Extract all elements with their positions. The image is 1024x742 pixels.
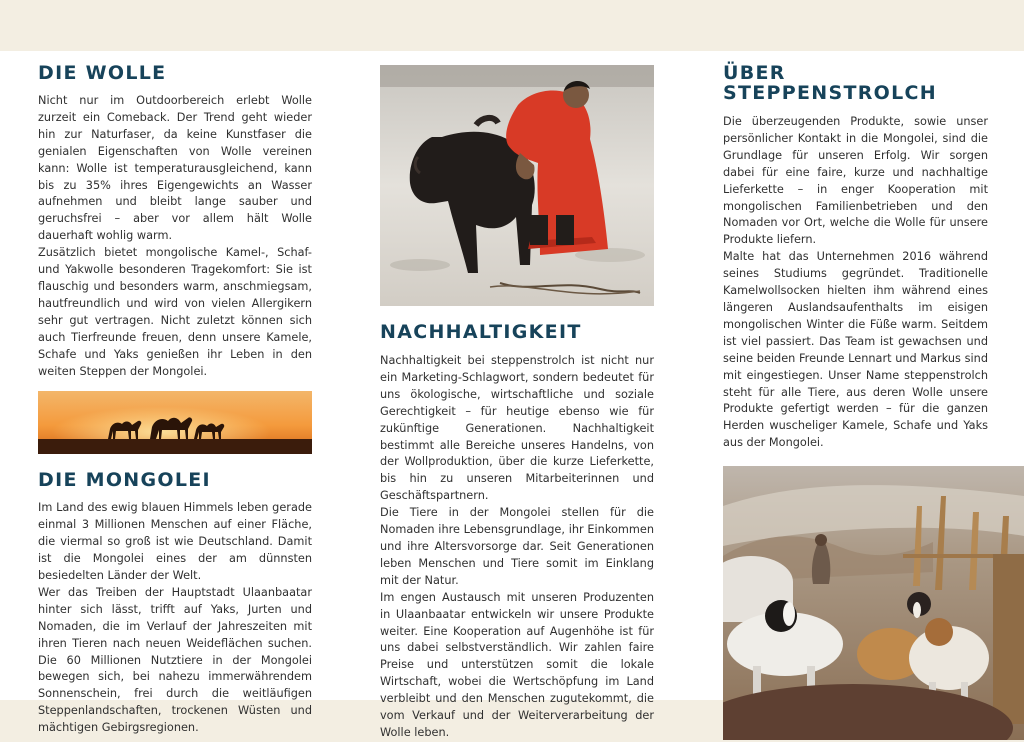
column-right [723, 63, 988, 740]
paragraph-mongolei-2: Wer das Treiben der Hauptstadt Ulaanbaatar hinter sich lässt, trifft auf Yaks, Jurten und Nomaden, die im Verlauf der Jahreszeiten mit ihren Tieren nach neuen Weideflächen suchen. Die 60 Millionen Nutztiere in der Mongolei bewegen sich, bei nahezu immerwährendem Sonnenschein, frei durch die weitläufigen Steppenlandschaften, trockenen Wüsten und mächtigen Gebirgsregionen. [38, 585, 312, 735]
paragraph-ueber-2: Malte hat das Unternehmen 2016 während seines Studiums gegründet. Traditionelle Kamelwollsocken hielten ihm während eines längeren Auslandsaufenthalts im eisigen mongolischen Winter die Füße warm. Seitdem ist viel passiert. Das Team ist gewachsen und seine beiden Freunde Lennart und Markus sind mit eingestiegen. Unser Name steppenstrolch steht für alle Tiere, aus deren Wolle unsere Produkte gefertigt werden – für die ganzen Herden wuscheliger Kamele, Schafe und Yaks aus der Mongolei. [723, 250, 988, 450]
photo-herder-with-yak [380, 65, 654, 306]
paragraph-nachhaltigkeit-3: Im engen Austausch mit unseren Produzenten in Ulaanbaatar entwickeln wir unsere Produkte weiter. Eine Kooperation auf Augenhöhe ist für uns dabei selbstverständlich. Wir zahlen faire Preise und unterstützen somit die lokale Wirtschaft, wobei die Wertschöpfung im Land verbleibt und den Menschen zugutekommt, die vom Verkauf und der Weiterverarbeitung der Wolle leben. [380, 590, 654, 739]
photo-sheep-herd [723, 466, 1024, 740]
heading-ueber-steppenstrolch: ÜBER STEPPENSTROLCH [723, 62, 937, 104]
photo-camels-sunset [38, 391, 312, 454]
paragraph-wolle-2: Zusätzlich bietet mongolische Kamel-, Schaf- und Yakwolle besonderen Tragekomfort: Sie ist flauschig und besonders warm, anschmiegsam, hautfreundlich und wird von vielen Allergikern sehr gut vertragen. Nicht zuletzt können sich auch Tierfreunde freuen, denn unsere Kamele, Schafe und Yaks genießen ihr Leben in den weiten Steppen der Mongolei. [38, 246, 312, 378]
brochure-page [0, 51, 1024, 739]
paragraph-wolle-1: Nicht nur im Outdoorbereich erlebt Wolle zurzeit ein Comeback. Der Trend geht wieder hin zur Naturfaser, da keine Kunstfaser die genialen Eigenschaften von Wolle vereinen kann: Wolle ist temperaturausgleichend, kann bis zu 35% ihres Eigengewichts an Wasser aufnehmen und bleibt lange sauber und geruchsfrei – aber vor allem hält Wolle dauerhaft wohlig warm. [38, 94, 312, 243]
paragraph-mongolei-1: Im Land des ewig blauen Himmels leben gerade einmal 3 Millionen Menschen auf einer Fläche, die viermal so groß ist wie Deutschland. Damit ist die Mongolei eines der am dünnsten besiedelten Länder der Welt. [38, 501, 312, 583]
heading-nachhaltigkeit: NACHHALTIGKEIT [380, 321, 582, 343]
paragraph-nachhaltigkeit-2: Die Tiere in der Mongolei stellen für die Nomaden ihre Lebensgrundlage, ihr Einkommen und ihre Altersvorsorge dar. Seit Generationen leben Menschen und Tiere somit im Einklang mit der Natur. [380, 506, 654, 587]
column-left [38, 63, 312, 737]
heading-die-mongolei: DIE MONGOLEI [38, 469, 211, 492]
paragraph-ueber-1: Die überzeugenden Produkte, sowie unser persönlicher Kontakt in die Mongolei, sind die Grundlage für unseren Erfolg. Wir sorgen dabei für eine faire, kurze und nachhaltige Lieferkette – in enger Kooperation mit mongolischen Familienbetrieben und den Nomaden vor Ort, welche die Wolle für unsere Produkte liefern. [723, 115, 988, 247]
column-middle [380, 65, 654, 742]
heading-die-wolle: DIE WOLLE [38, 62, 167, 84]
paragraph-nachhaltigkeit-1: Nachhaltigkeit bei steppenstrolch ist nicht nur ein Marketing-Schlagwort, sondern bedeutet für uns ökologische, wirtschaftliche und soziale Gerechtigkeit – für heutige ebenso wie für zukünftige Generationen. Nachhaltigkeit bestimmt alle Bereiche unseres Handelns, von der Wollproduktion, über die kurze Lieferkette, bis hin zu unseren Mitarbeiterinnen und Geschäftspartnern. [380, 354, 654, 503]
